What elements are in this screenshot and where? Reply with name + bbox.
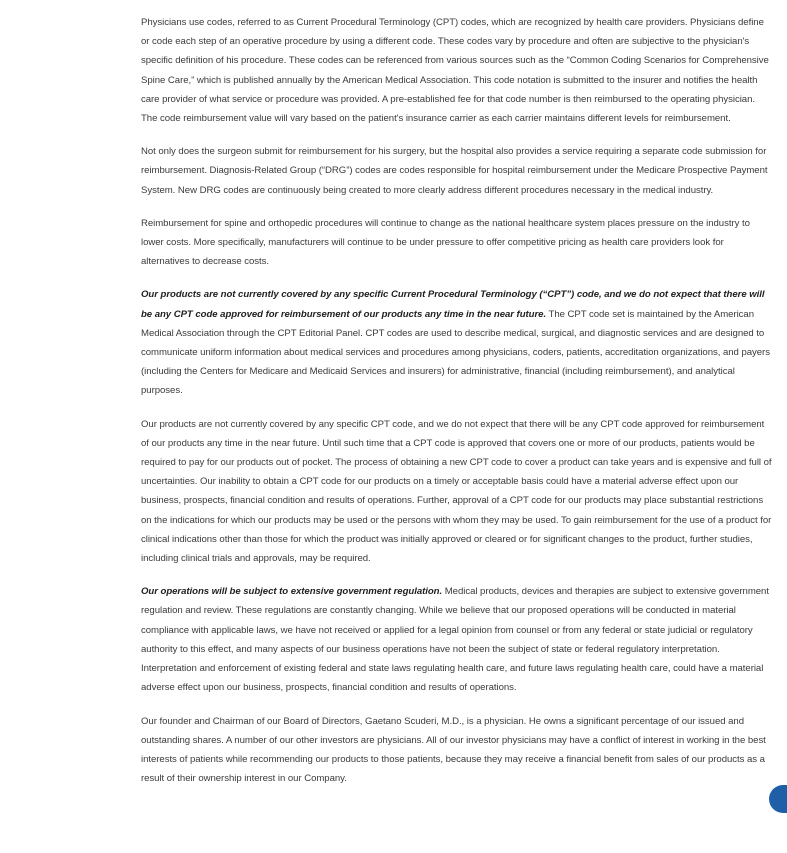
paragraph-cpt-codes — [141, 13, 773, 128]
paragraph-cpt-risk — [141, 285, 773, 400]
paragraph-text: Our founder and Chairman of our Board of Directors, Gaetano Scuderi, M.D., is a physician. He owns a significant percentage of our issued and outstanding shares. A number of our other investors are physicians. All of our investor physicians may have a conflict of interest in working in the best interests of patients while recommending our products to those patients, because they may receive a financial benefit from sales of our products as a result of their ownership interest in our Company. — [141, 715, 766, 785]
document-body — [141, 13, 773, 802]
paragraph-text: Reimbursement for spine and orthopedic procedures will continue to change as the national healthcare system places pressure on the industry to lower costs. More specifically, manufacturers will continue to be under pressure to offer competitive pricing as health care providers look for alternatives to decrease costs. — [141, 217, 750, 268]
paragraph-text: Our products are not currently covered by any specific CPT code, and we do not expect that there will be any CPT code approved for reimbursement of our products any time in the near future. Until such time that a CPT code is approved that covers one or more of our products, patients would be required to pay for our products out of pocket. The process of obtaining a new CPT code to cover a product can take years and is expensive and full of uncertainties. Our inability to obtain a CPT code for our products on a timely or acceptable basis could have a material adverse effect upon our business, prospects, financial condition and results of operations. Further, approval of a CPT code for our products may place substantial restrictions on the indications for which our products may be used or the persons with whom they may be used. To gain reimbursement for the use of a product for clinical indications other than those for which the product was initially approved or cleared or for significant changes to the product, further studies, including clinical trials and approvals, may be required. — [141, 418, 772, 565]
paragraph-reimbursement — [141, 214, 773, 272]
paragraph-cpt-coverage — [141, 415, 773, 569]
paragraph-lead: Our operations will be subject to extensive government regulation. — [141, 586, 443, 598]
paragraph-government-regulation — [141, 582, 773, 697]
paragraph-lead: Our products are not currently covered by any specific Current Procedural Terminology (“CPT”) code, and we do not expect that there will be any CPT code approved for reimbursement of our products any time in the near future. — [141, 289, 765, 320]
paragraph-text: The CPT code set is maintained by the American Medical Association through the CPT Editorial Panel. CPT codes are used to describe medical, surgical, and diagnostic services and are designed to communicate uniform information about medical services and procedures among physicians, coders, patients, accreditation organizations, and payers (including the Centers for Medicare and Medicaid Services and insurers) for administrative, financial (including reimbursement), and analytical purposes. — [141, 308, 770, 397]
paragraph-text: Medical products, devices and therapies are subject to extensive government regulation and review. These regulations are constantly changing. While we believe that our proposed operations will be conducted in material compliance with applicable laws, we have not received or applied for a legal opinion from counsel or from any federal or state judicial or regulatory authority to this effect, and many aspects of our business operations have not been the subject of state or federal regulatory interpretation. Interpretation and enforcement of existing federal and state laws regulating health care, and future laws regulating health care, could have a material adverse effect upon our business, prospects, financial condition and results of operations. — [141, 586, 769, 694]
paragraph-text: Not only does the surgeon submit for reimbursement for his surgery, but the hospital also provides a service requiring a separate code submission for reimbursement. Diagnosis-Related Group (“DRG”) codes are codes responsible for hospital reimbursement under the Medicare Prospective Payment System. New DRG codes are continuously being created to more clearly address different procedures necessary in the medical industry. — [141, 146, 768, 196]
paragraph-text: Physicians use codes, referred to as Current Procedural Terminology (CPT) codes, which are recognized by health care providers. Physicians define or code each step of an operative procedure by using a different code. These codes vary by procedure and often are subjective to the physician's specific definition of his procedure. These codes can be referenced from various sources such as the “Common Coding Scenarios for Comprehensive Spine Care,” which is published annually by the American Medical Association. This code notation is submitted to the insurer and notifies the health care provider of what service or procedure was provided. A pre-established fee for that code number is then reimbursed to the operating physician. The code reimbursement value will vary based on the patient's insurance carrier as each carrier maintains different levels for reimbursement. — [141, 17, 769, 125]
floating-widget-button[interactable] — [769, 785, 787, 813]
paragraph-conflict-of-interest — [141, 712, 773, 789]
paragraph-drg-codes — [141, 142, 773, 200]
